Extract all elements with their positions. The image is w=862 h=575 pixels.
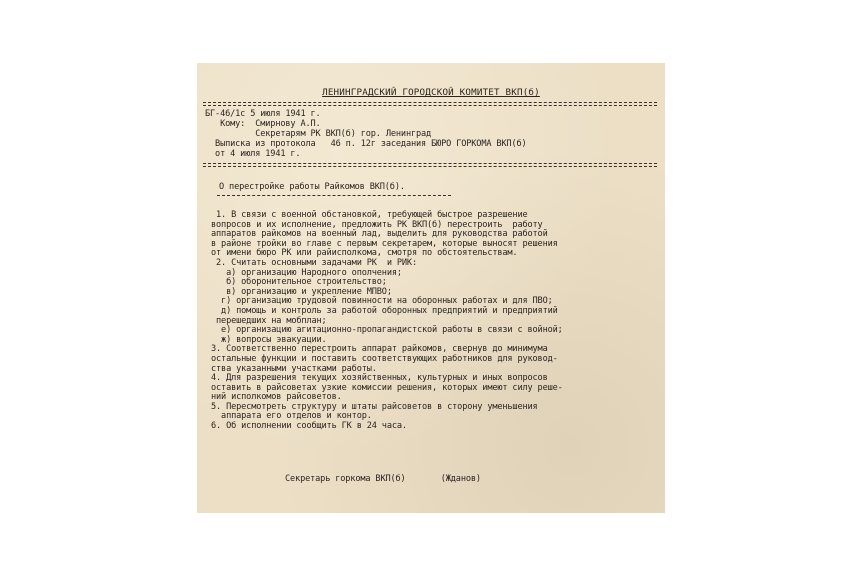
separator-line [203, 105, 657, 106]
body-line: е) организацию агитационно-пропагандистской работы в связи с войной; [211, 325, 563, 336]
recipient-line-2: Секретарям РК ВКП(б) гор. Ленинград [205, 129, 432, 139]
body-line: а) организацию Народного ополчения; [211, 267, 402, 278]
body-line: 3. Соответственно перестроить аппарат райкомов, свернув до минимума [211, 344, 548, 355]
protocol-date-line: от 4 июля 1941 г. [205, 149, 301, 159]
body-line: ж) вопросы эвакуации. [211, 334, 327, 345]
body-line: 6. Об исполнении сообщить ГК в 24 часа. [211, 421, 407, 432]
body-line: ства указанными участками работы. [211, 363, 377, 374]
body-line: вопросов и их исполнение, предложить РК ВКП(б) перестроить работу [211, 219, 543, 230]
body-line: оставить в райсоветах узкие комиссии решения, которых имеют силу реше- [211, 382, 563, 393]
separator-line [203, 102, 657, 103]
body-line: аппарата его отделов и контор. [211, 411, 372, 422]
body-line: б) оборонительное строительство; [211, 277, 387, 288]
separator-line [203, 163, 657, 164]
document-body [211, 211, 659, 432]
body-line: 4. Для разрешения текущих хозяйственных, культурных и иных вопросов [211, 373, 548, 384]
body-line: в районе тройки во главе с первым секретарем, которые выносят решения [211, 238, 558, 249]
body-line: д) помощь и контроль за работой оборонных предприятий и предприятий [211, 305, 558, 316]
body-line: 5. Пересмотреть структуру и штаты райсоветов в сторону уменьшения [211, 401, 538, 412]
subject-underline [217, 195, 451, 196]
document-subject: О перестройке работы Райкомов ВКП(б). [219, 182, 405, 192]
recipient-line: Кому: Смирнову А.П. [205, 119, 321, 129]
document-title: ЛЕНИНГРАДСКИЙ ГОРОДСКОЙ КОМИТЕТ ВКП(б) [322, 87, 540, 98]
body-line: г) организацию трудовой повинности на оборонных работах и для ПВО; [211, 296, 553, 307]
body-line: перешедших на мобплан; [211, 315, 327, 326]
document-page [197, 63, 665, 513]
document-number-date: БГ-46/1с 5 июля 1941 г. [205, 109, 321, 119]
body-line: 2. Считать основными задачами РК и РИК: [211, 257, 417, 268]
body-line: 1. В связи с военной обстановкой, требующей быстрое разрешение [211, 210, 528, 220]
protocol-extract-line: Выписка из протокола 46 п. 12г заседания БЮРО ГОРКОМА ВКП(б) [205, 139, 527, 149]
separator-line [203, 166, 657, 167]
body-line: остальные функции и поставить соответствующих работников для руковод- [211, 353, 558, 364]
body-line: ний исполкомов райсоветов. [211, 392, 342, 403]
signature-line: Секретарь горкома ВКП(б) (Жданов) [285, 474, 481, 484]
body-line: в) организацию и укрепление МПВО; [211, 286, 392, 297]
body-line: аппаратов райкомов на военный лад, выделить для руководства работой [211, 229, 548, 240]
body-line: от имени бюро РК или райисполкома, смотря по обстоятельствам. [211, 248, 518, 259]
